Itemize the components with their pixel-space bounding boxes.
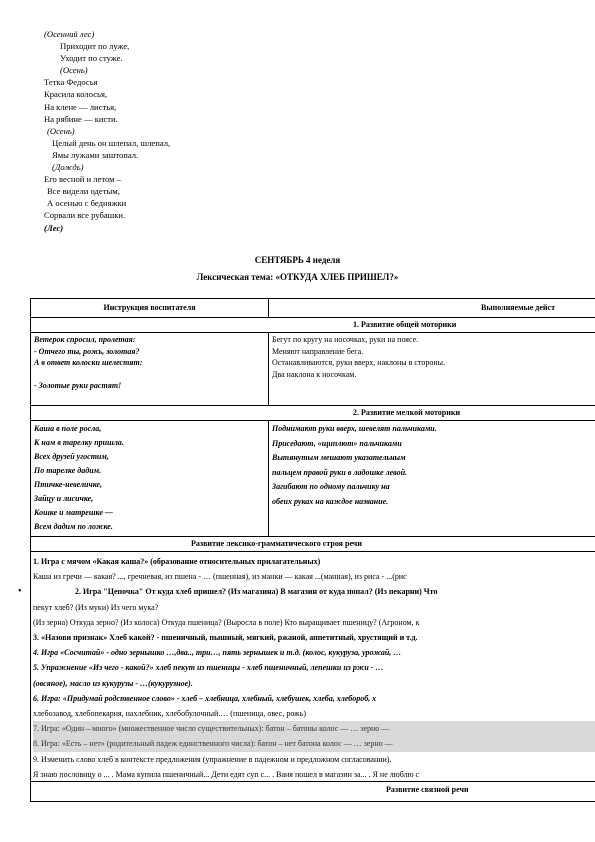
poem-line: Ямы лужами заштопал. [52, 149, 139, 160]
poem-line: А осенью с бедняжки [47, 198, 127, 209]
row-divider [31, 420, 595, 421]
poem-line: Сорвали все рубашки. [44, 210, 126, 221]
poem-line: Тетка Федосья [44, 77, 98, 88]
poem-line: Приходит по луже, [60, 41, 130, 52]
lexical-grammar-exercises: 1. Игра с мячом «Какая каша?» (образование относительных прилагательных) Каша из гречи — какая? ..., гречневая, из пшена - … (пшенная), из манки — какая ...(манная), из риса - ...(рис 2. Игра "Цепочка" От куда хлеб пришел? (Из магазина) В магазин от куда попал? (Из пекарни) Что пекут хлеб? (Из муки) Из чего мука? (Из зерна) Откуда зерно? (Из колоса) Откуда пшеница? (Выросла в поле) Кто выращивает пшеницу? (Агроном, к 3. «Назови признак» Хлеб какой? - пшеничный, пышный, мягкий, ржаной, аппетитный, хрустящий и т.д. 4. Игра «Сосчитай» - одно зернышко …,два.., три…, пять зернышек и т.д. (колос, кукуруза, урожай, … 5. Упражнение «Из чего - какой?» хлеб пекут из пшеницы - хлеб пшеничный, лепешки из ржи - … (овсяное), масло из кукурузы - …(кукурузное). 6. Игра: «Придумай родственное слово» - хлеб – хлебница, хлебный, хлебушек, хлеба, хлебороб, х хлебозавод, хлебопекарня, нахлебник, хлебобулочный.… (пшеница, овес, рожь) 7. Игра: «Один – много» (множественное число существительных): батон – батоны колос — … зерно — 8. Игра: «Есть – нет» (родительный падеж единственного числа): батон – нет батона колос — … зерно — 9. Изменить слово хлеб в контексте предложения (упражнение в падежном и предложном согласовании). Я знаю пословицу о ... . Мама купила пшеничный... Дети едят суп с... . Ваня пошел в магазин за... . Я не люблю с [33, 554, 595, 782]
column-divider [268, 332, 269, 405]
row-divider [31, 317, 595, 318]
poem-line: Уходит по стуже. [60, 53, 123, 64]
week-heading: СЕНТЯБРЬ 4 неделя [254, 255, 341, 265]
lesson-table [30, 298, 595, 802]
bullet-marker: • [18, 586, 22, 597]
column-divider [268, 420, 269, 536]
poem-line: На клене — листья, [44, 101, 117, 112]
fine-motor-verse: Каша в поле росла, К нам в тарелку пришла. Всех друзей угостим, По тарелке дадим. Птичке-невеличке, Зайцу и лисичке, Кошке и матрешке — Всем дадим по ложке. [34, 424, 124, 531]
poem-line: На рябине — кисти. [44, 113, 118, 124]
poem-line: (Осень) [47, 125, 75, 136]
poem-line: Все видели одетым, [47, 186, 120, 197]
column-divider [268, 299, 269, 317]
riddle-poem [44, 28, 170, 234]
row-divider [31, 332, 595, 333]
gross-motor-verse: Ветерок спросил, пролетая: - Отчего ты, рожь, золотая? А в ответ колоски шелестят: - Золотые руки растят! [34, 335, 143, 391]
poem-line: Красила колосья, [44, 89, 108, 100]
column-header-actions: Выполняемые дейст [481, 303, 555, 312]
section-title-coherent-speech: Развитие связной речи [386, 785, 469, 794]
poem-line: (Осенний лес) [44, 29, 95, 39]
poem-line: (Лес) [44, 222, 64, 233]
row-divider [31, 536, 595, 537]
section-title-fine-motor: 2. Развитие мелкой моторики [353, 408, 461, 417]
poem-line: (Осень) [60, 65, 88, 76]
gross-motor-actions: Бегут по кругу на носочках, руки на поясе. Меняют направление бега. Останавливаются, руки вверх, наклоны в стороны. Два наклона к носочкам. [272, 335, 446, 379]
lexical-theme-heading: Лексическая тема: «ОТКУДА ХЛЕБ ПРИШЕЛ?» [196, 272, 399, 282]
poem-line: Его весной и летом – [44, 174, 122, 185]
row-divider [31, 405, 595, 406]
poem-line: Целый день он шлепал, шлепал, [52, 137, 171, 148]
section-title-lexical-grammar: Развитие лексико-грамматического строя речи [191, 539, 362, 548]
fine-motor-actions: Поднимают руки вверх, шевелят пальчиками. Приседают, «щиплют» пальчиками Вытянутым мешают указательным пальцем правой руки в ладошке левой. Загибают по одному пальчику на обеих руках на каждое название. [272, 424, 437, 506]
column-header-instruction: Инструкция воспитателя [103, 303, 196, 312]
row-divider [31, 551, 595, 552]
poem-line: (Дождь) [52, 162, 84, 173]
section-title-gross-motor: 1. Развитие общей моторики [353, 320, 457, 329]
